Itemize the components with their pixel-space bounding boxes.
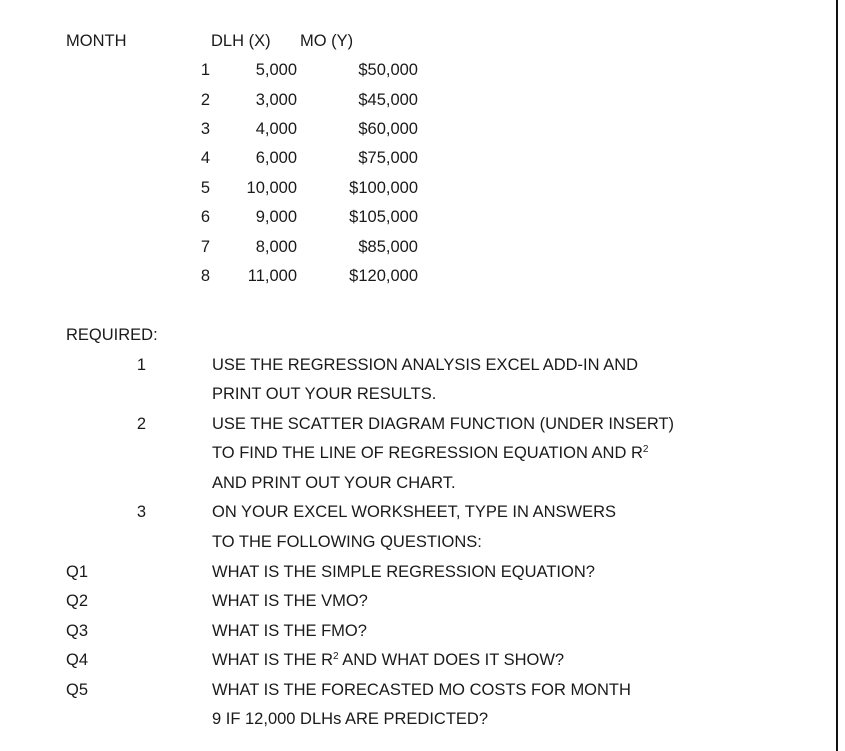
row-mo: $60,000 xyxy=(358,120,418,138)
required-label: REQUIRED: xyxy=(66,326,158,344)
row-dlh: 3,000 xyxy=(255,91,297,109)
question-label: Q4 xyxy=(66,651,89,669)
row-month: 5 xyxy=(200,179,210,197)
required-item-line xyxy=(212,443,648,463)
required-item-line: AND PRINT OUT YOUR CHART. xyxy=(212,474,456,492)
row-dlh: 5,000 xyxy=(255,61,297,79)
row-mo: $85,000 xyxy=(358,238,418,256)
row-month: 7 xyxy=(200,238,210,256)
question-text xyxy=(212,650,564,670)
row-mo: $105,000 xyxy=(349,208,418,226)
question-label: Q1 xyxy=(66,563,89,581)
row-mo: $45,000 xyxy=(358,91,418,109)
required-item-line-text: TO FIND THE LINE OF REGRESSION EQUATION AND R xyxy=(212,444,643,462)
dlh-header: DLH (X) xyxy=(211,32,271,50)
required-item-line: ON YOUR EXCEL WORKSHEET, TYPE IN ANSWERS xyxy=(212,503,617,521)
required-item-line: USE THE SCATTER DIAGRAM FUNCTION (UNDER INSERT) xyxy=(212,415,675,433)
row-dlh: 9,000 xyxy=(255,208,297,226)
question-text: WHAT IS THE SIMPLE REGRESSION EQUATION? xyxy=(212,563,595,581)
question-text: WHAT IS THE FORECASTED MO COSTS FOR MONTH xyxy=(212,681,631,699)
mo-header: MO (Y) xyxy=(300,32,354,50)
question-text-part: WHAT IS THE R xyxy=(212,651,334,669)
row-dlh: 4,000 xyxy=(255,120,297,138)
row-month: 1 xyxy=(200,61,210,79)
row-month: 8 xyxy=(200,267,210,285)
row-dlh: 8,000 xyxy=(255,238,297,256)
row-dlh: 6,000 xyxy=(255,149,297,167)
required-item-number: 1 xyxy=(136,356,146,374)
required-item-line: TO THE FOLLOWING QUESTIONS: xyxy=(212,533,482,551)
required-item-number: 3 xyxy=(136,503,146,521)
question-text: WHAT IS THE VMO? xyxy=(212,592,368,610)
question-label: Q3 xyxy=(66,622,89,640)
question-text: WHAT IS THE FMO? xyxy=(212,622,367,640)
row-month: 3 xyxy=(200,120,210,138)
row-dlh: 11,000 xyxy=(247,267,297,285)
required-item-number: 2 xyxy=(136,415,146,433)
row-mo: $50,000 xyxy=(358,61,418,79)
row-dlh: 10,000 xyxy=(246,179,297,197)
row-month: 6 xyxy=(200,208,210,226)
r-squared-superscript: 2 xyxy=(333,651,339,662)
question-text: 9 IF 12,000 DLHs ARE PREDICTED? xyxy=(212,710,489,728)
row-mo: $100,000 xyxy=(349,179,418,197)
required-item-line: PRINT OUT YOUR RESULTS. xyxy=(212,385,437,403)
row-month: 2 xyxy=(200,91,210,109)
question-label: Q2 xyxy=(66,592,89,610)
r-squared-superscript: 2 xyxy=(642,444,649,455)
month-header: MONTH xyxy=(66,32,127,50)
question-label: Q5 xyxy=(66,681,89,699)
row-mo: $75,000 xyxy=(358,149,418,167)
row-mo: $120,000 xyxy=(349,267,418,285)
question-text-part: AND WHAT DOES IT SHOW? xyxy=(338,651,565,669)
required-item-line: USE THE REGRESSION ANALYSIS EXCEL ADD-IN AND xyxy=(212,356,639,374)
row-month: 4 xyxy=(200,149,210,167)
